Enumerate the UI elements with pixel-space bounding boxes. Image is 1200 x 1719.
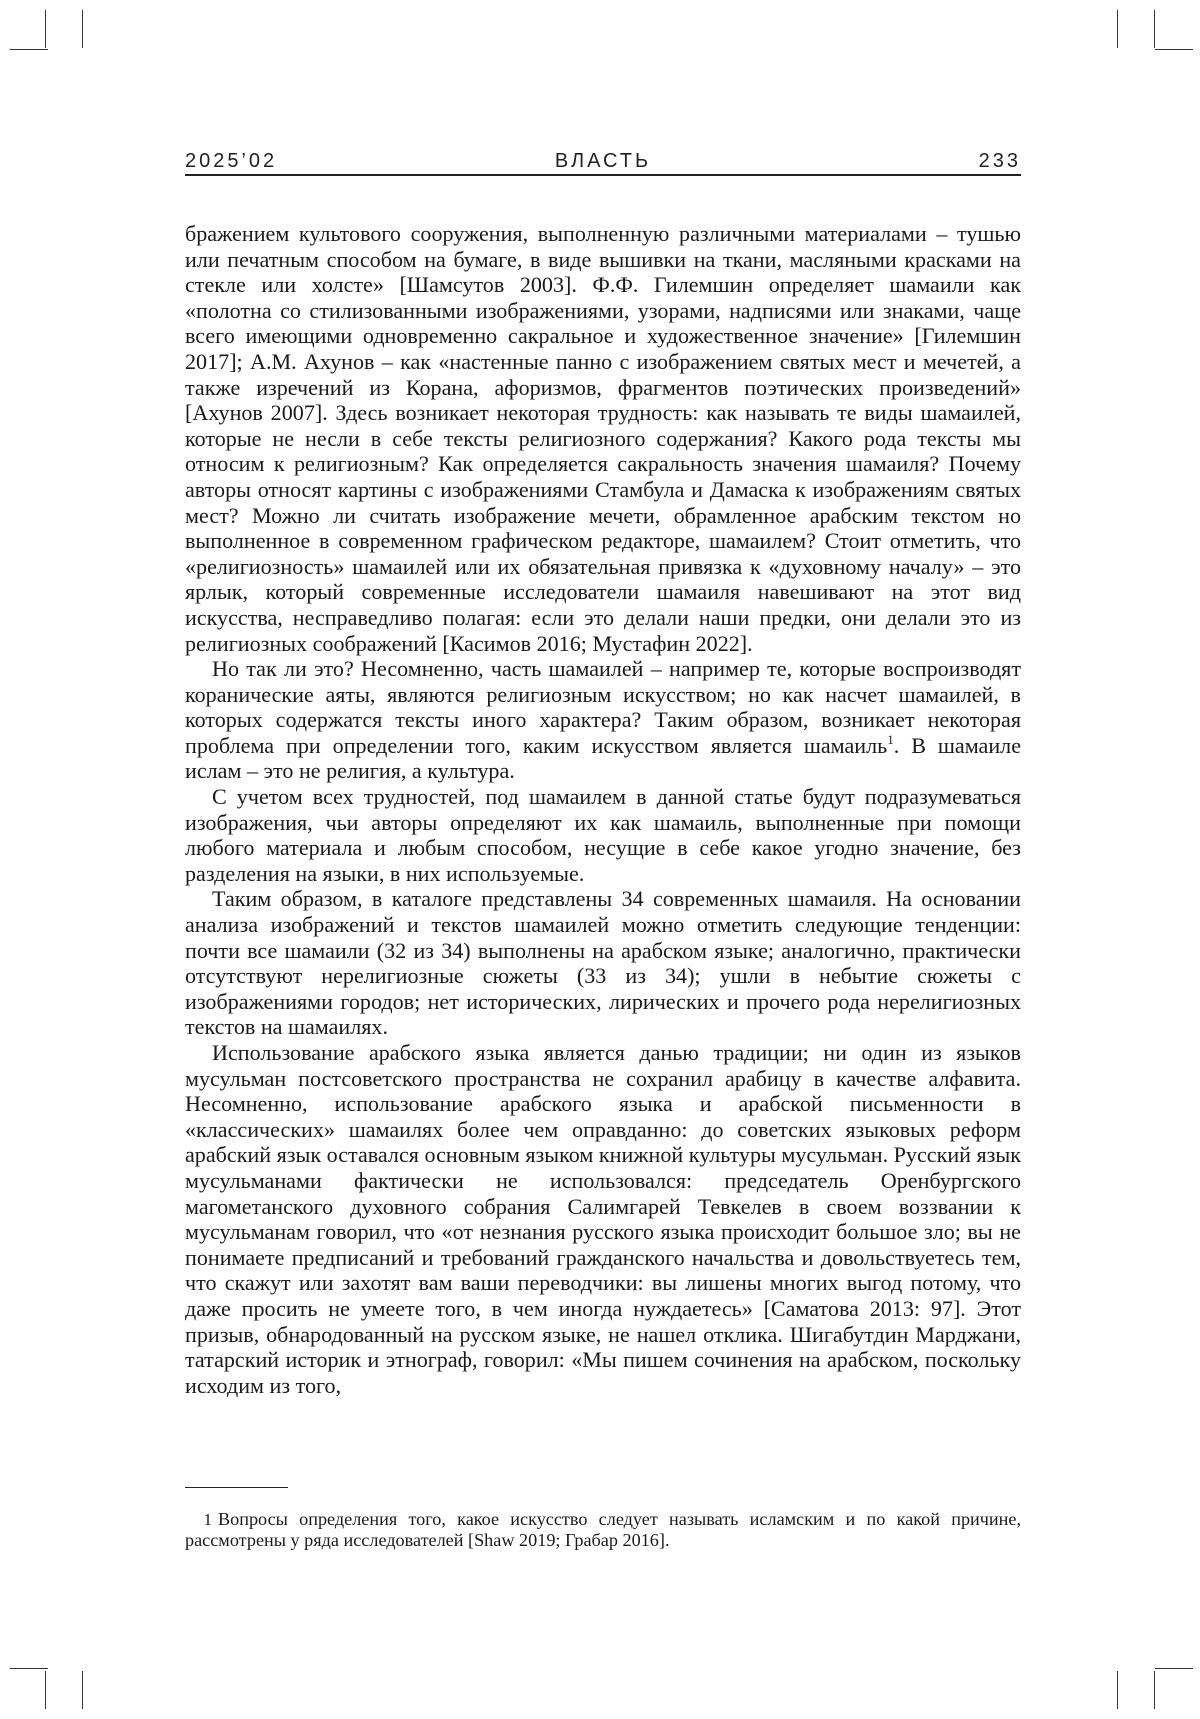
crop-mark (10, 49, 48, 50)
paragraph-2 (185, 656, 1021, 784)
paragraph-4: Таким образом, в каталоге представлены 34 современных шамаиля. На основании анализа изображений и текстов шамаилей можно отметить следующие тенденции: почти все шамаили (32 из 34) выполнены на арабском языке; аналогично, практически отсутствуют нерелигиозные сюжеты (33 из 34); ушли в небытие сюжеты с изображениями городов; нет исторических, лирических и прочего рода нерелигиозных текстов на шамаилях. (185, 886, 1021, 1040)
paragraph-5: Использование арабского языка является данью традиции; ни один из языков мусульман постсоветского пространства не сохранил арабицу в качестве алфавита. Несомненно, использование арабского языка и арабской письменности в «классических» шамаилях более чем оправданно: до советских языковых реформ арабский язык оставался основным языком книжной культуры мусульман. Русский язык мусульманами фактически не использовался: председатель Оренбургского магометанского духовного собрания Салимгарей Тевкелев в своем воззвании к мусульманам говорил, что «от незнания русского языка происходит большое зло; вы не понимаете предписаний и требований гражданского начальства и довольствуетесь тем, что скажут или захотят вам ваши переводчики: вы лишены многих выгод потому, что даже просить не умеете того, в чем иногда нуждаетесь» [Саматова 2013: 97]. Этот призыв, обнародованный на русском языке, не нашел отклика. Шигабутдин Марджани, татарский историк и этнограф, говорил: «Мы пишем сочинения на арабском, поскольку исходим из того, (185, 1040, 1021, 1398)
journal-title: ВЛАСТЬ (554, 150, 652, 172)
footnote-mark: 1 (203, 1510, 212, 1529)
running-header (185, 148, 1021, 176)
crop-mark (1154, 10, 1155, 48)
footnote (185, 1509, 1021, 1551)
crop-mark (10, 1668, 48, 1669)
crop-mark (1155, 49, 1193, 50)
crop-mark (1155, 1668, 1193, 1669)
crop-mark (1154, 1671, 1155, 1709)
paragraph-2-text: Но так ли это? Несомненно, часть шамаилей – например те, которые воспроизводят коранические аяты, являются религиозным искусством; но как насчет шамаилей, в которых содержатся тексты иного характера? Таким образом, возникает некоторая проблема при определении того, каким искусством является шамаиль (185, 656, 1021, 758)
paragraph-2-tail: . В шамаиле ислам – это не религия, а культура. (185, 732, 1021, 784)
crop-mark (1117, 1671, 1118, 1709)
footnote-text: Вопросы определения того, какое искусство следует называть исламским и по какой причине, рассмотрены у ряда исследователей [Shaw 2019; Грабар 2016]. (185, 1509, 1021, 1550)
footnote-reference[interactable]: 1 (887, 731, 894, 747)
paragraph-1: бражением культового сооружения, выполненную различными материалами – тушью или печатным способом на бумаге, в виде вышивки на ткани, масляными красками на стекле или холсте» [Шамсутов 2003]. Ф.Ф. Гилемшин определяет шамаили как «полотна со стилизованными изображениями, узорами, надписями или знаками, чаще всего имеющими одновременно сакральное и художественное значение» [Гилемшин 2017]; А.М. Ахунов – как «настенные панно с изображением святых мест и мечетей, а также изречений из Корана, афоризмов, фрагментов поэтических произведений» [Ахунов 2007]. Здесь возникает некоторая трудность: как называть те виды шамаилей, которые не несли в себе тексты религиозного содержания? Какого рода тексты мы относим к религиозным? Как определяется сакральность значения шамаиля? Почему авторы относят картины с изображениями Стамбула и Дамаска к изображениям святых мест? Можно ли считать изображение мечети, обрамленное арабским текстом но выполненное в современном графическом редакторе, шамаилем? Стоит отметить, что «религиозность» шамаилей или их обязательная привязка к «духовному началу» – это ярлык, который современные исследователи шамаиля навешивают на этот вид искусства, несправедливо полагая: если это делали наши предки, они делали это из религиозных соображений [Касимов 2016; Мустафин 2022]. (185, 221, 1021, 656)
crop-mark (45, 10, 46, 48)
paragraph-3: С учетом всех трудностей, под шамаилем в данной статье будут подразумеваться изображения, чьи авторы определяют их как шамаиль, выполненные при помощи любого материала и любым способом, несущие в себе какое угодно значение, без разделения на языки, в них используемые. (185, 784, 1021, 886)
issue-number: 2025’02 (185, 150, 278, 172)
crop-mark (45, 1671, 46, 1709)
crop-mark (1117, 10, 1118, 48)
article-body (185, 221, 1021, 1398)
crop-mark (82, 1671, 83, 1709)
crop-mark (82, 10, 83, 48)
page-number: 233 (978, 150, 1021, 172)
footnote-divider (185, 1487, 288, 1488)
